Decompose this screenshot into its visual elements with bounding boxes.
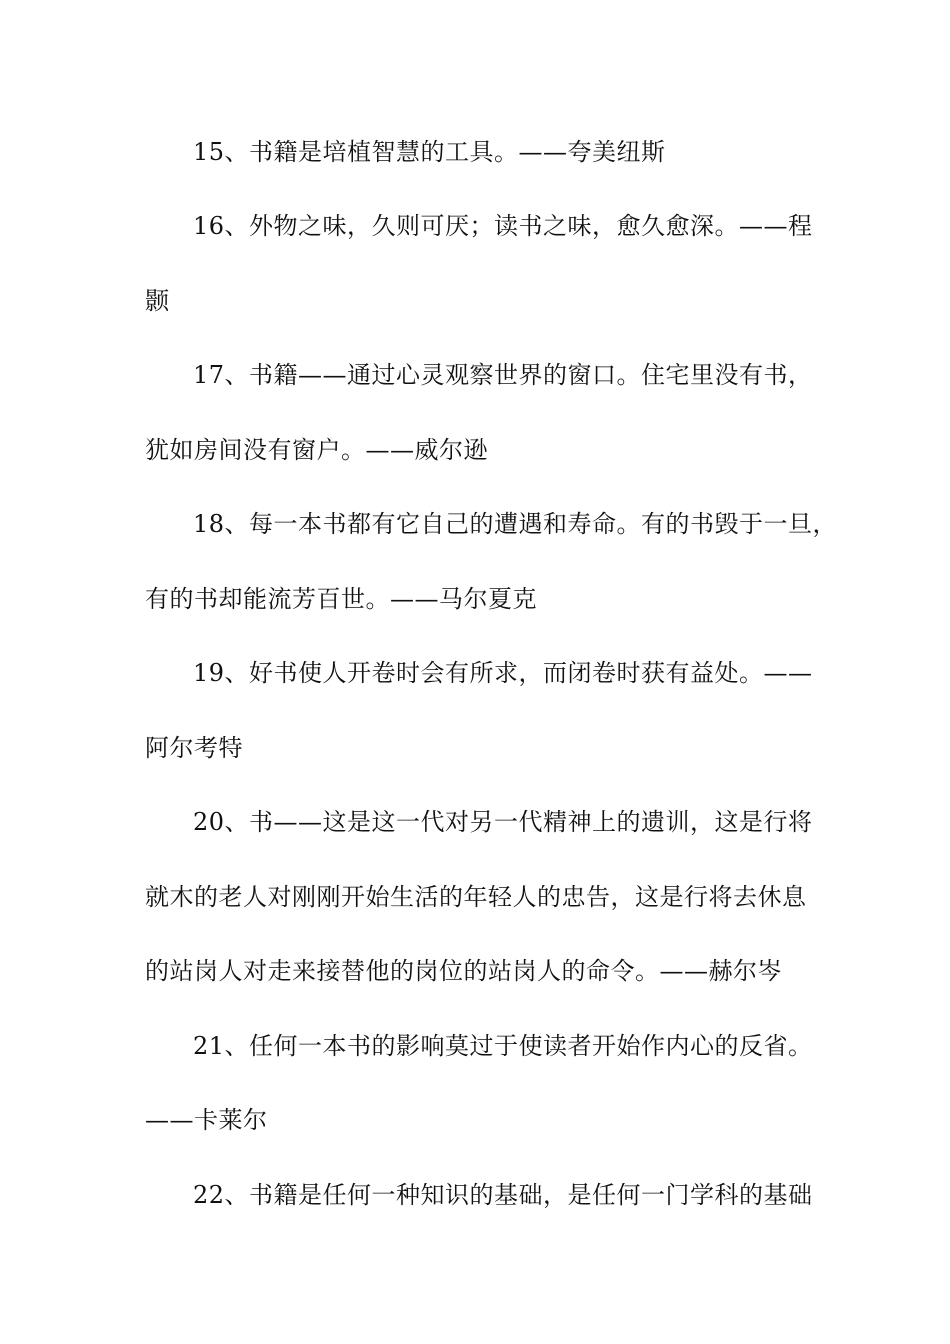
quote-21-line-2: ——卡莱尔 (145, 1106, 268, 1134)
quote-15-line-1: 15、书籍是培植智慧的工具。——夸美纽斯 (193, 138, 666, 166)
quote-16-line-2: 颢 (145, 287, 170, 315)
quote-20-line-1: 20、书——这是这一代对另一代精神上的遗训，这是行将 (193, 808, 813, 836)
quote-17-line-1: 17、书籍——通过心灵观察世界的窗口。住宅里没有书， (193, 361, 813, 389)
quote-20-line-3: 的站岗人对走来接替他的岗位的站岗人的命令。——赫尔岑 (145, 957, 782, 985)
quote-21-line-1: 21、任何一本书的影响莫过于使读者开始作内心的反省。 (193, 1032, 813, 1060)
quote-20-line-2: 就木的老人对刚刚开始生活的年轻人的忠告，这是行将去休息 (145, 883, 807, 911)
quote-18-line-2: 有的书却能流芳百世。——马尔夏克 (145, 585, 537, 613)
quote-19-line-1: 19、好书使人开卷时会有所求，而闭卷时获有益处。—— (193, 659, 813, 687)
quote-17-line-2: 犹如房间没有窗户。——威尔逊 (145, 436, 488, 464)
quote-19-line-2: 阿尔考特 (145, 734, 243, 762)
quote-18-line-1: 18、每一本书都有它自己的遭遇和寿命。有的书毁于一旦， (193, 510, 838, 538)
quote-22-line-1: 22、书籍是任何一种知识的基础，是任何一门学科的基础 (193, 1181, 813, 1209)
quote-16-line-1: 16、外物之味，久则可厌；读书之味，愈久愈深。——程 (193, 212, 813, 240)
